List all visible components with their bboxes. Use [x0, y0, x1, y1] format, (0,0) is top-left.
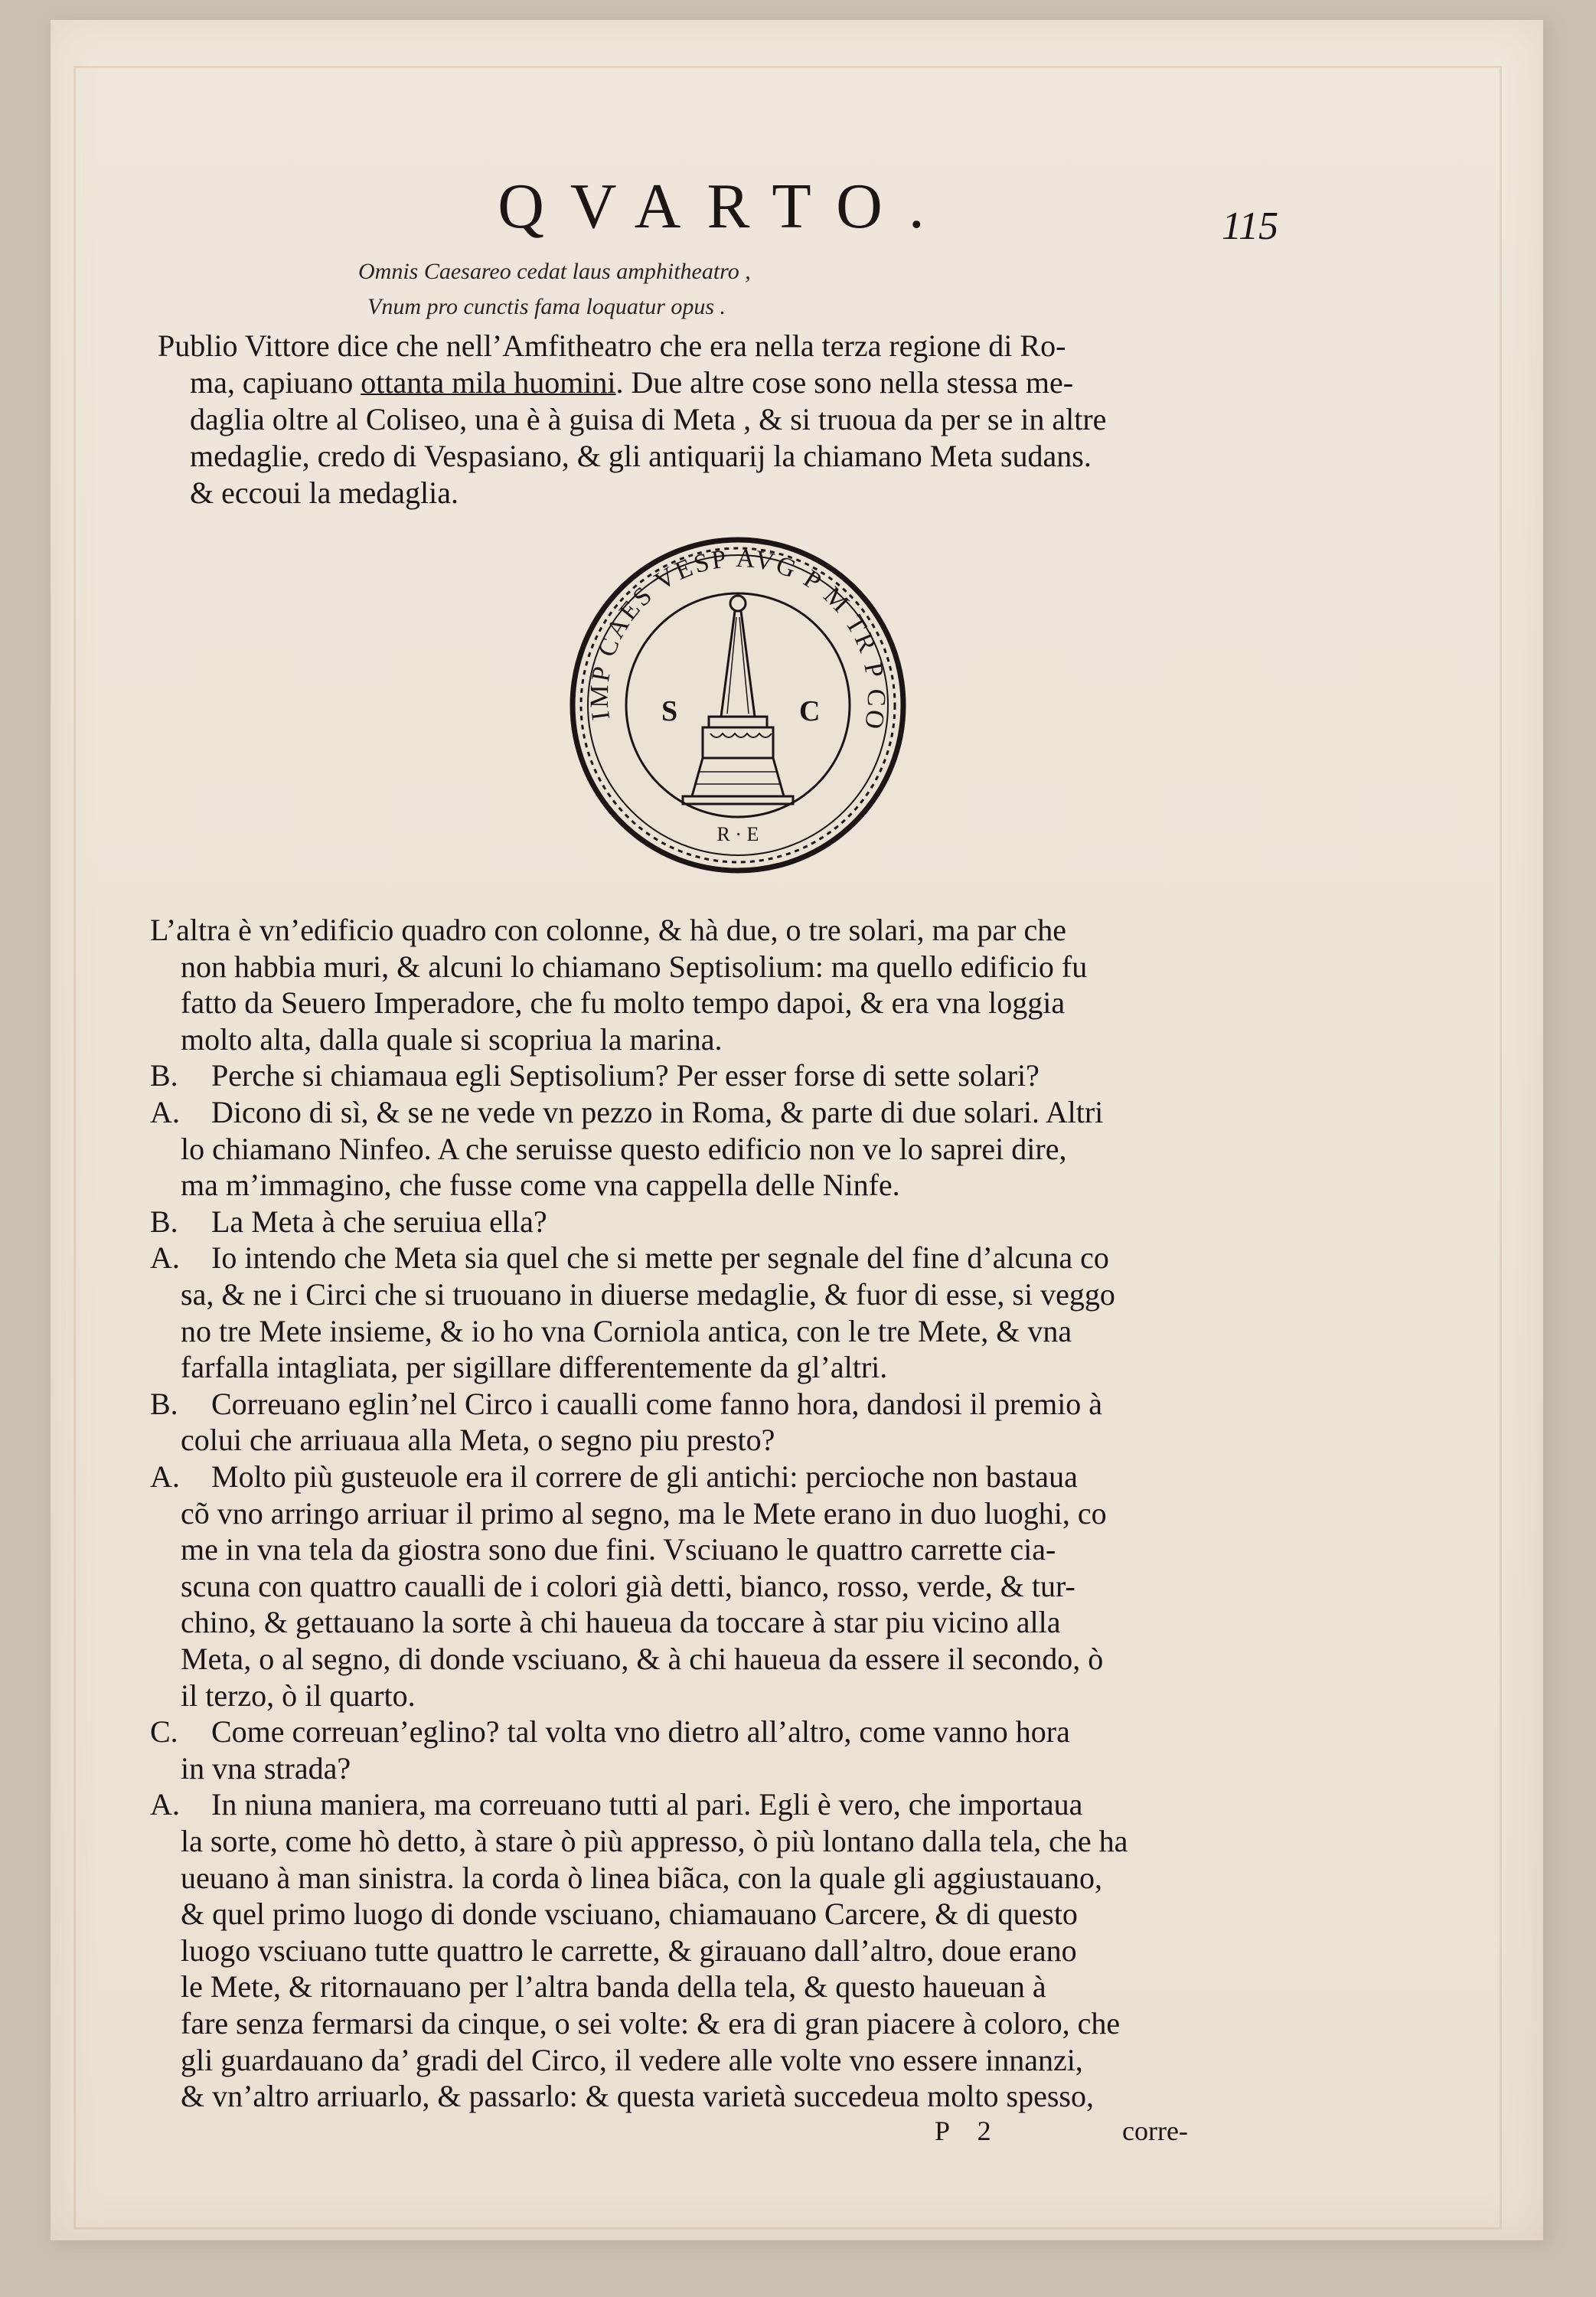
- dialogue-line: fare senza fermarsi da cinque, o sei volte: & era di gran piacere à coloro, che: [181, 2006, 1121, 2041]
- medal-letter-c: C: [799, 695, 821, 727]
- dialogue-line: la sorte, come hò detto, à stare ò più appresso, ò più lontano dalla tela, che ha: [181, 1824, 1128, 1858]
- intro-line-2: [190, 364, 1073, 401]
- dialogue-line: chino, & gettauano la sorte à chi haueua da toccare à star piu vicino alla: [181, 1605, 1061, 1640]
- signature-mark: P 2: [935, 2116, 1002, 2146]
- intro-line-1: Publio Vittore dice che nell’Amfitheatro che era nella terza regione di Ro-: [158, 328, 1066, 363]
- dialogue-line: me in vna tela da giostra sono due fini. Vsciuano le quattro carrette cia-: [181, 1532, 1056, 1567]
- speech-text: Molto più gusteuole era il correre de gli antichi: percioche non bastaua: [211, 1459, 1078, 1494]
- speech-text: La Meta à che seruiua ella?: [211, 1204, 547, 1239]
- dialogue-line: colui che arriuaua alla Meta, o segno piu presto?: [181, 1423, 775, 1458]
- speaker-marker: C.: [150, 1714, 178, 1750]
- dialogue-line: & vn’altro arriuarlo, & passarlo: & questa varietà succedeua molto spesso,: [181, 2079, 1094, 2114]
- folio-number: 115: [1222, 204, 1279, 248]
- speech-text: In niuna maniera, ma correuano tutti al pari. Egli è vero, che importaua: [211, 1787, 1083, 1822]
- intro-line-2a: ma, capiuano: [190, 365, 361, 400]
- speaker-marker: B.: [150, 1058, 178, 1093]
- dialogue-line: scuna con quattro caualli de i colori già detti, bianco, rosso, verde, & tur-: [181, 1568, 1075, 1603]
- medal-inscription: IMP CAES VESP AVG P M TR P CO: [585, 544, 891, 734]
- speech-text: Come correuan’eglino? tal volta vno dietro all’altro, come vanno hora: [211, 1714, 1070, 1750]
- speaker-marker: A.: [150, 1787, 180, 1822]
- dialogue-line: L’altra è vn’edificio quadro con colonne, & hà due, o tre solari, ma par che: [150, 913, 1066, 947]
- dialogue-line: farfalla intagliata, per sigillare differentemente da gl’altri.: [181, 1350, 888, 1385]
- dialogue-line: gli guardauano da’ gradi del Circo, il vedere alle volte vno essere innanzi,: [181, 2042, 1083, 2077]
- dialogue-line: le Mete, & ritornauano per l’altra banda della tela, & questo haueuan à: [181, 1969, 1046, 2005]
- dialogue-line: no tre Mete insieme, & io ho vna Corniola antica, con le tre Mete, & vna: [181, 1313, 1072, 1348]
- catchword: corre-: [1122, 2116, 1188, 2146]
- page-title: QVARTO.: [498, 171, 951, 242]
- dialogue-line: ueuano à man sinistra. la corda ò linea biãca, con la quale gli aggiustauano,: [181, 1860, 1103, 1895]
- dialogue-line: & quel primo luogo di donde vsciuano, chiamauano Carcere, & di questo: [181, 1897, 1078, 1932]
- medal-illustration: [562, 533, 914, 877]
- dialogue-line: fatto da Seuero Imperadore, che fu molto tempo dapoi, & era vna loggia: [181, 985, 1066, 1021]
- dialogue-line: molto alta, dalla quale si scopriua la marina.: [181, 1021, 723, 1057]
- dialogue-line: [150, 1057, 1040, 1094]
- dialogue-line: sa, & ne i Circi che si truouano in diuerse medaglie, & fuor di esse, si veggo: [181, 1277, 1115, 1312]
- dialogue-line: ma m’immagino, che fusse come vna cappella delle Ninfe.: [181, 1168, 900, 1203]
- dialogue-line: [150, 1459, 1078, 1495]
- epigraph-line-2: Vnum pro cunctis fama loquatur opus .: [367, 294, 726, 319]
- intro-underlined-phrase: ottanta mila huomini: [361, 365, 616, 400]
- dialogue-line: [150, 1386, 1102, 1423]
- speech-text: Correuano eglin’nel Circo i caualli come fanno hora, dandosi il premio à: [211, 1386, 1103, 1421]
- medal-svg: [562, 533, 914, 877]
- dialogue-line: luogo vsciuano tutte quattro le carrette, & girauano dall’altro, doue erano: [181, 1933, 1077, 1968]
- dialogue-line: [150, 1204, 547, 1240]
- speech-text: Perche si chiamaua egli Septisolium? Per esser forse di sette solari?: [211, 1058, 1040, 1093]
- speaker-marker: A.: [150, 1240, 180, 1276]
- speaker-marker: B.: [150, 1386, 178, 1421]
- dialogue-line: Meta, o al segno, di donde vsciuano, & à chi haueua da essere il secondo, ò: [181, 1642, 1104, 1676]
- dialogue-line: lo chiamano Ninfeo. A che seruisse questo edificio non ve lo saprei dire,: [181, 1131, 1067, 1166]
- speech-text: Dicono di sì, & se ne vede vn pezzo in Roma, & parte di due solari. Altri: [211, 1095, 1104, 1129]
- dialogue-line: in vna strada?: [181, 1750, 351, 1786]
- dialogue-line: cõ vno arringo arriuar il primo al segno, ma le Mete erano in duo luoghi, co: [181, 1495, 1107, 1531]
- medal-letter-s: S: [661, 695, 678, 727]
- dialogue-line: [150, 1094, 1103, 1131]
- intro-line-3: daglia oltre al Coliseo, una è à guisa di Meta , & si truoua da per se in altre: [190, 402, 1107, 436]
- medal-outer-rim: [573, 540, 903, 871]
- speaker-marker: B.: [150, 1204, 178, 1239]
- speech-text: Io intendo che Meta sia quel che si mette per segnale del fine d’alcuna co: [211, 1240, 1109, 1276]
- intro-line-4: medaglie, credo di Vespasiano, & gli antiquarij la chiamano Meta sudans.: [190, 439, 1092, 473]
- medal-exergue: R · E: [716, 823, 759, 845]
- epigraph-line-1: Omnis Caesareo cedat laus amphitheatro ,: [358, 259, 751, 284]
- dialogue-line: [150, 1240, 1109, 1276]
- paper-sheet: [51, 20, 1543, 2240]
- dialogue-line: non habbia muri, & alcuni lo chiamano Septisolium: ma quello edificio fu: [181, 949, 1088, 984]
- speaker-marker: A.: [150, 1459, 180, 1494]
- speaker-marker: A.: [150, 1095, 180, 1129]
- dialogue-line: [150, 1714, 1070, 1750]
- intro-line-5: & eccoui la medaglia.: [190, 475, 459, 510]
- running-head: [418, 169, 1030, 243]
- dialogue-line: il terzo, ò il quarto.: [181, 1678, 416, 1713]
- dialogue-line: [150, 1786, 1082, 1823]
- intro-line-2b: . Due altre cose sono nella stessa me-: [615, 365, 1074, 400]
